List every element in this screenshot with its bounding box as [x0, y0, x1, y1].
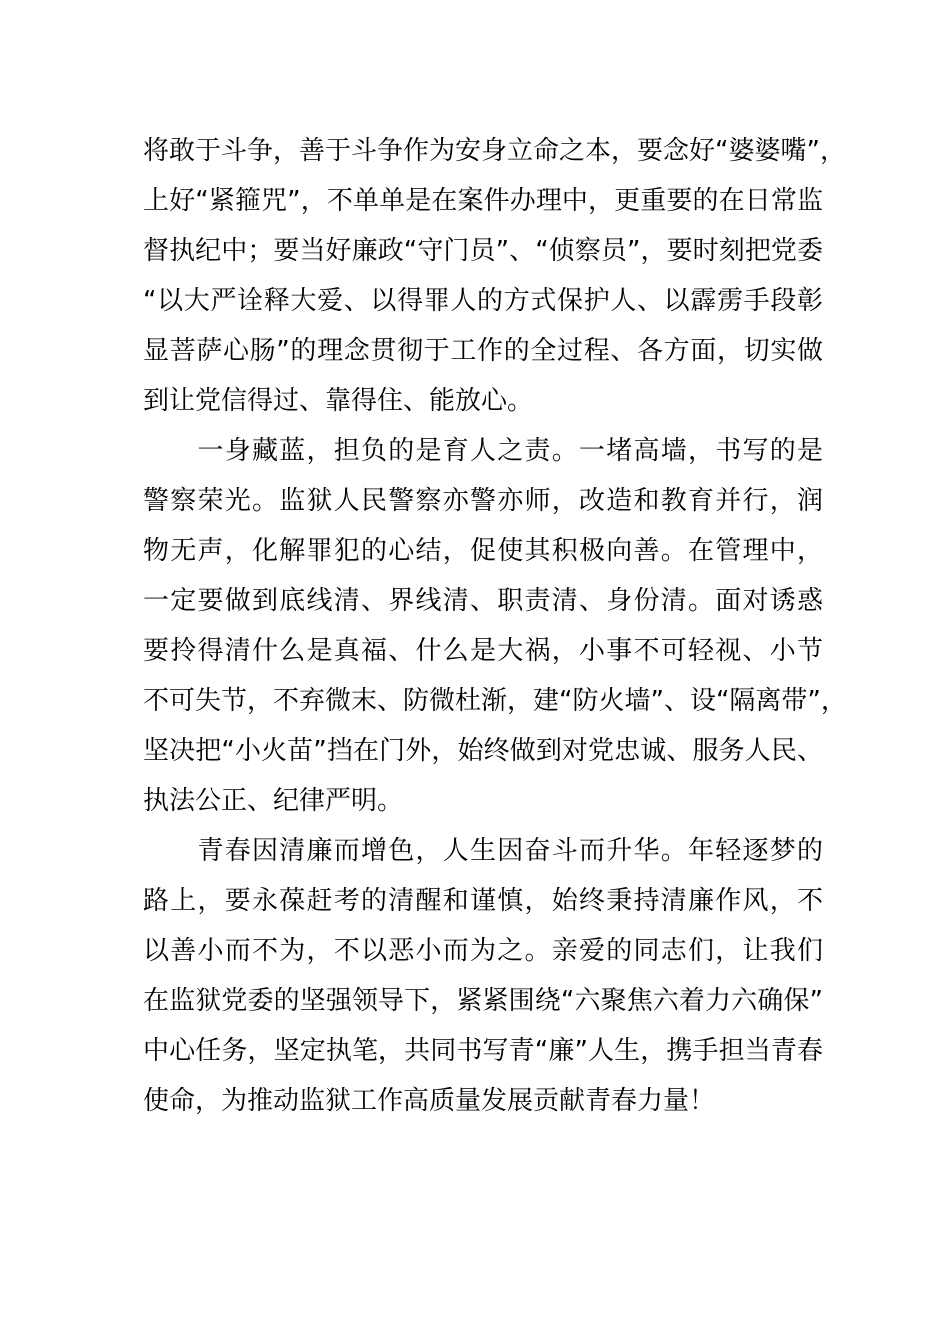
text-line: 到让党信得过、靠得住、能放心。: [143, 386, 534, 416]
text-line: 督执纪中；要当好廉政“守门员”、“侦察员”，要时刻把党委: [143, 236, 823, 266]
text-line: 使命，为推动监狱工作高质量发展贡献青春力量！: [143, 1086, 716, 1116]
text-line: 将敢于斗争，善于斗争作为安身立命之本，要念好“婆婆嘴”，: [143, 136, 846, 166]
text-line: 警察荣光。监狱人民警察亦警亦师，改造和教育并行，润: [143, 486, 823, 516]
text-line: 青春因清廉而增色，人生因奋斗而升华。年轻逐梦的: [143, 836, 823, 866]
text-line: 在监狱党委的坚强领导下，紧紧围绕“六聚焦六着力六确保”: [143, 986, 823, 1016]
text-line: 一定要做到底线清、界线清、职责清、身份清。面对诱惑: [143, 586, 823, 616]
text-line: “以大严诠释大爱、以得罪人的方式保护人、以霹雳手段彰: [143, 286, 823, 316]
paragraph-2: [143, 426, 847, 826]
text-line: 坚决把“小火苗”挡在门外，始终做到对党忠诚、服务人民、: [143, 736, 823, 766]
text-line: 显菩萨心肠”的理念贯彻于工作的全过程、各方面，切实做: [143, 336, 823, 366]
text-line: 一身藏蓝，担负的是育人之责。一堵高墙，书写的是: [143, 436, 823, 466]
text-line: 物无声，化解罪犯的心结，促使其积极向善。在管理中，: [143, 536, 823, 566]
text-line: 中心任务，坚定执笔，共同书写青“廉”人生，携手担当青春: [143, 1036, 823, 1066]
text-line: 不可失节，不弃微末、防微杜渐，建“防火墙”、设“隔离带”，: [143, 686, 847, 716]
text-line: 上好“紧箍咒”，不单单是在案件办理中，更重要的在日常监: [143, 186, 823, 216]
text-line: 执法公正、纪律严明。: [143, 786, 404, 816]
paragraph-3: [143, 826, 823, 1126]
text-line: 路上，要永葆赶考的清醒和谨慎，始终秉持清廉作风，不: [143, 886, 823, 916]
text-line: 以善小而不为，不以恶小而为之。亲爱的同志们，让我们: [143, 936, 823, 966]
body-text: [143, 126, 847, 1126]
text-line: 要拎得清什么是真福、什么是大祸，小事不可轻视、小节: [143, 636, 823, 666]
paragraph-1: [143, 126, 846, 426]
